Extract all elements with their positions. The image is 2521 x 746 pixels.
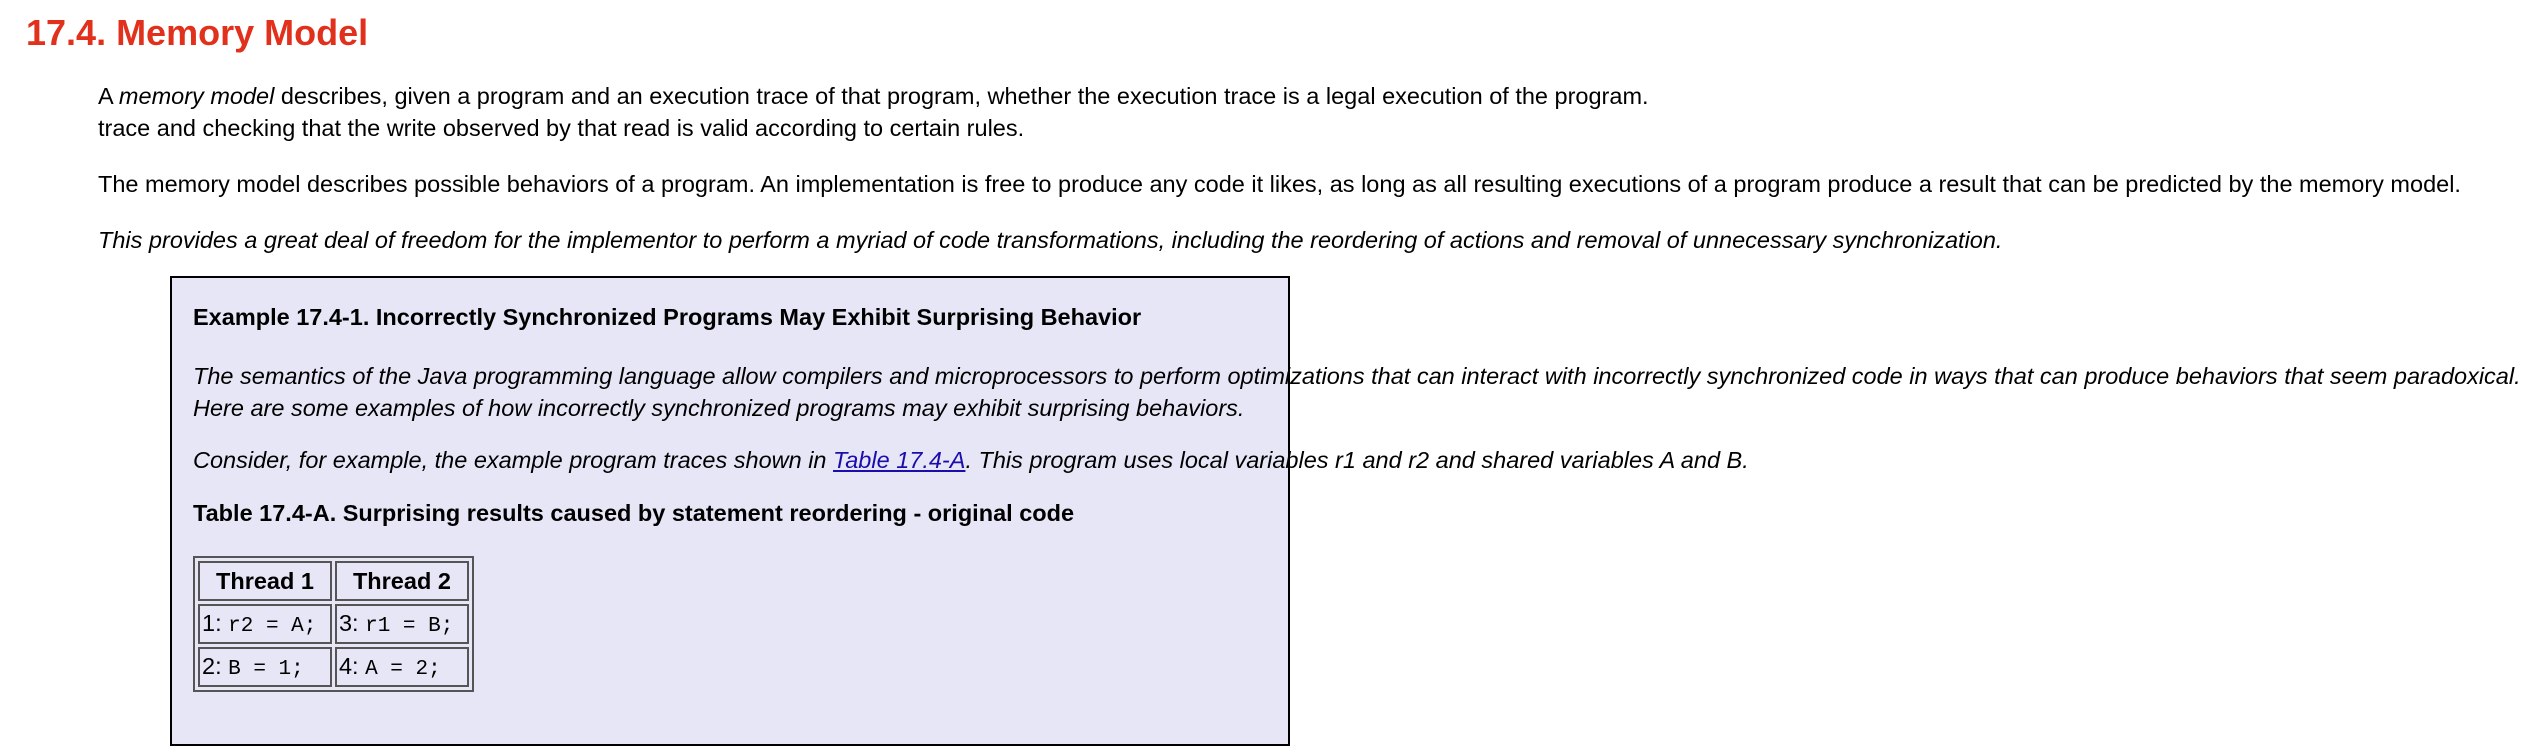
behaviors-paragraph: The memory model describes possible behaviors of a program. An implementation is free to produce any code it likes, as long as all resulting executions of a program produce a result that can be predicted by the memory model.	[98, 171, 2461, 197]
intro-line-2: trace and checking that the write observed by that read is valid according to certain rules.	[98, 115, 1025, 141]
freedom-paragraph: This provides a great deal of freedom for the implementor to perform a myriad of code transformations, including the reordering of actions and removal of unnecessary synchronization.	[98, 227, 2003, 253]
table-cell: 4: A = 2;	[335, 647, 469, 687]
intro-line-1: A memory model describes, given a program and an execution trace of that program, whether the execution trace is a legal execution of the program.	[98, 83, 1649, 109]
header-thread-2: Thread 2	[335, 561, 469, 601]
table-title: Table 17.4-A. Surprising results caused by statement reordering - original code	[193, 500, 1075, 526]
table-header-row	[198, 561, 469, 601]
page-title: 17.4. Memory Model	[26, 12, 369, 53]
example-paragraph-2: Consider, for example, the example program traces shown in Table 17.4-A. This program uses local variables r1 and r2 and shared variables A and B.	[193, 447, 1749, 473]
table-cell: 2: B = 1;	[198, 647, 332, 687]
intro-paragraph	[98, 80, 1649, 144]
table-link[interactable]: Table 17.4-A	[833, 447, 966, 473]
trace-table	[193, 556, 474, 692]
header-thread-1: Thread 1	[198, 561, 332, 601]
example-box	[170, 276, 2521, 746]
example-paragraph-1: The semantics of the Java programming language allow compilers and microprocessors to perform optimizations that can interact with incorrectly synchronized code in ways that can produce behaviors that seem paradoxical. Here are some examples of how incorrectly synchronized programs may exhibit surprising behaviors.	[193, 363, 2521, 421]
table-cell: 1: r2 = A;	[198, 604, 332, 644]
table-row	[198, 604, 469, 644]
table-row	[198, 647, 469, 687]
example-title: Example 17.4-1. Incorrectly Synchronized Programs May Exhibit Surprising Behavior	[193, 304, 1142, 330]
table-cell: 3: r1 = B;	[335, 604, 469, 644]
memory-model-term: memory model	[118, 83, 275, 109]
